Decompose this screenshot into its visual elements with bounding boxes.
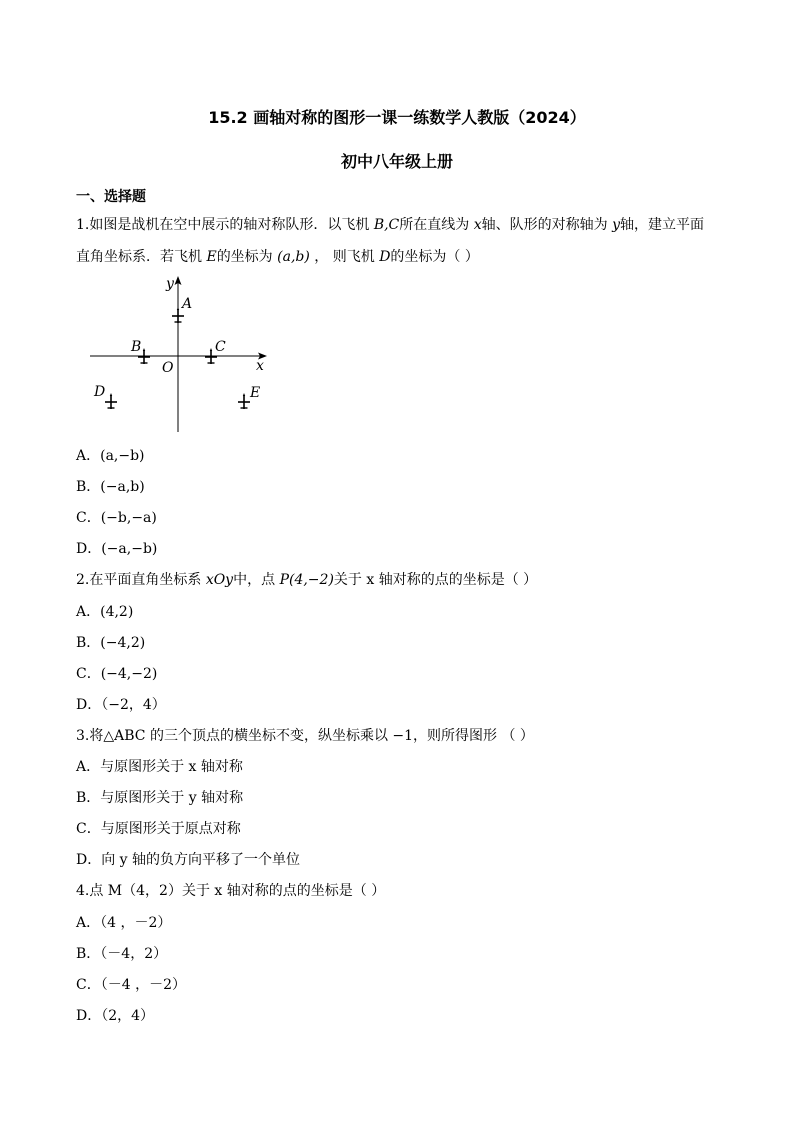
- q2-option-c[interactable]: C．(−4,−2): [76, 666, 158, 682]
- q3-stem: 3.将△ABC 的三个顶点的横坐标不变，纵坐标乘以 −1，则所得图形 （ ）: [76, 728, 534, 744]
- jet-d-icon: [105, 393, 117, 409]
- q2-stem: 2.在平面直角坐标系 xOy中，点 P(4,−2)关于 x 轴对称的点的坐标是（ ）: [76, 572, 538, 588]
- q2-option-a[interactable]: A．(4,2): [76, 604, 134, 620]
- jet-c-label: C: [215, 339, 226, 355]
- x-axis-label: x: [256, 358, 264, 374]
- q2-option-b[interactable]: B．(−4,2): [76, 635, 146, 651]
- jet-e-icon: [238, 393, 250, 409]
- q1-formation-figure: [86, 272, 276, 438]
- jet-a-label: A: [182, 296, 193, 312]
- q1-option-a[interactable]: A．(a,−b): [76, 448, 145, 464]
- q3-option-b[interactable]: B．与原图形关于 y 轴对称: [76, 790, 244, 806]
- y-axis: [175, 276, 182, 432]
- q4-option-a[interactable]: A．（4 ，－2）: [76, 915, 172, 931]
- q1-stem-line1: 1.如图是战机在空中展示的轴对称队形．以飞机 B,C所在直线为 x轴、队形的对称轴为 y轴，建立平面: [76, 217, 704, 233]
- q1-option-b[interactable]: B．(−a,b): [76, 479, 145, 495]
- jet-b-label: B: [131, 339, 142, 355]
- q4-option-b[interactable]: B．（－4，2）: [76, 946, 168, 962]
- q3-option-a[interactable]: A．与原图形关于 x 轴对称: [76, 759, 243, 775]
- y-axis-label: y: [166, 276, 174, 292]
- q1-option-d[interactable]: D．(−a,−b): [76, 541, 158, 557]
- document-title-line2: 初中八年级上册: [340, 152, 453, 171]
- origin-label: O: [162, 360, 174, 376]
- q2-option-d[interactable]: D．（−2，4）: [76, 697, 166, 713]
- q1-option-c[interactable]: C．(−b,−a): [76, 510, 157, 526]
- q3-option-c[interactable]: C．与原图形关于原点对称: [76, 821, 241, 837]
- section-heading: 一、选择题: [76, 189, 146, 205]
- q1-stem-line2: 直角坐标系．若飞机 E的坐标为 (a,b) ， 则飞机 D的坐标为（ ）: [76, 249, 479, 265]
- q3-option-d[interactable]: D．向 y 轴的负方向平移了一个单位: [76, 852, 301, 868]
- jet-e-label: E: [250, 385, 261, 401]
- q4-stem: 4.点 M（4，2）关于 x 轴对称的点的坐标是（ ）: [76, 883, 386, 899]
- q4-option-d[interactable]: D．（2，4）: [76, 1008, 155, 1024]
- jet-d-label: D: [94, 384, 106, 400]
- q4-option-c[interactable]: C．（－4 ，－2）: [76, 977, 186, 993]
- document-title-line1: 15.2 画轴对称的图形一课一练数学人教版（2024）: [208, 108, 586, 127]
